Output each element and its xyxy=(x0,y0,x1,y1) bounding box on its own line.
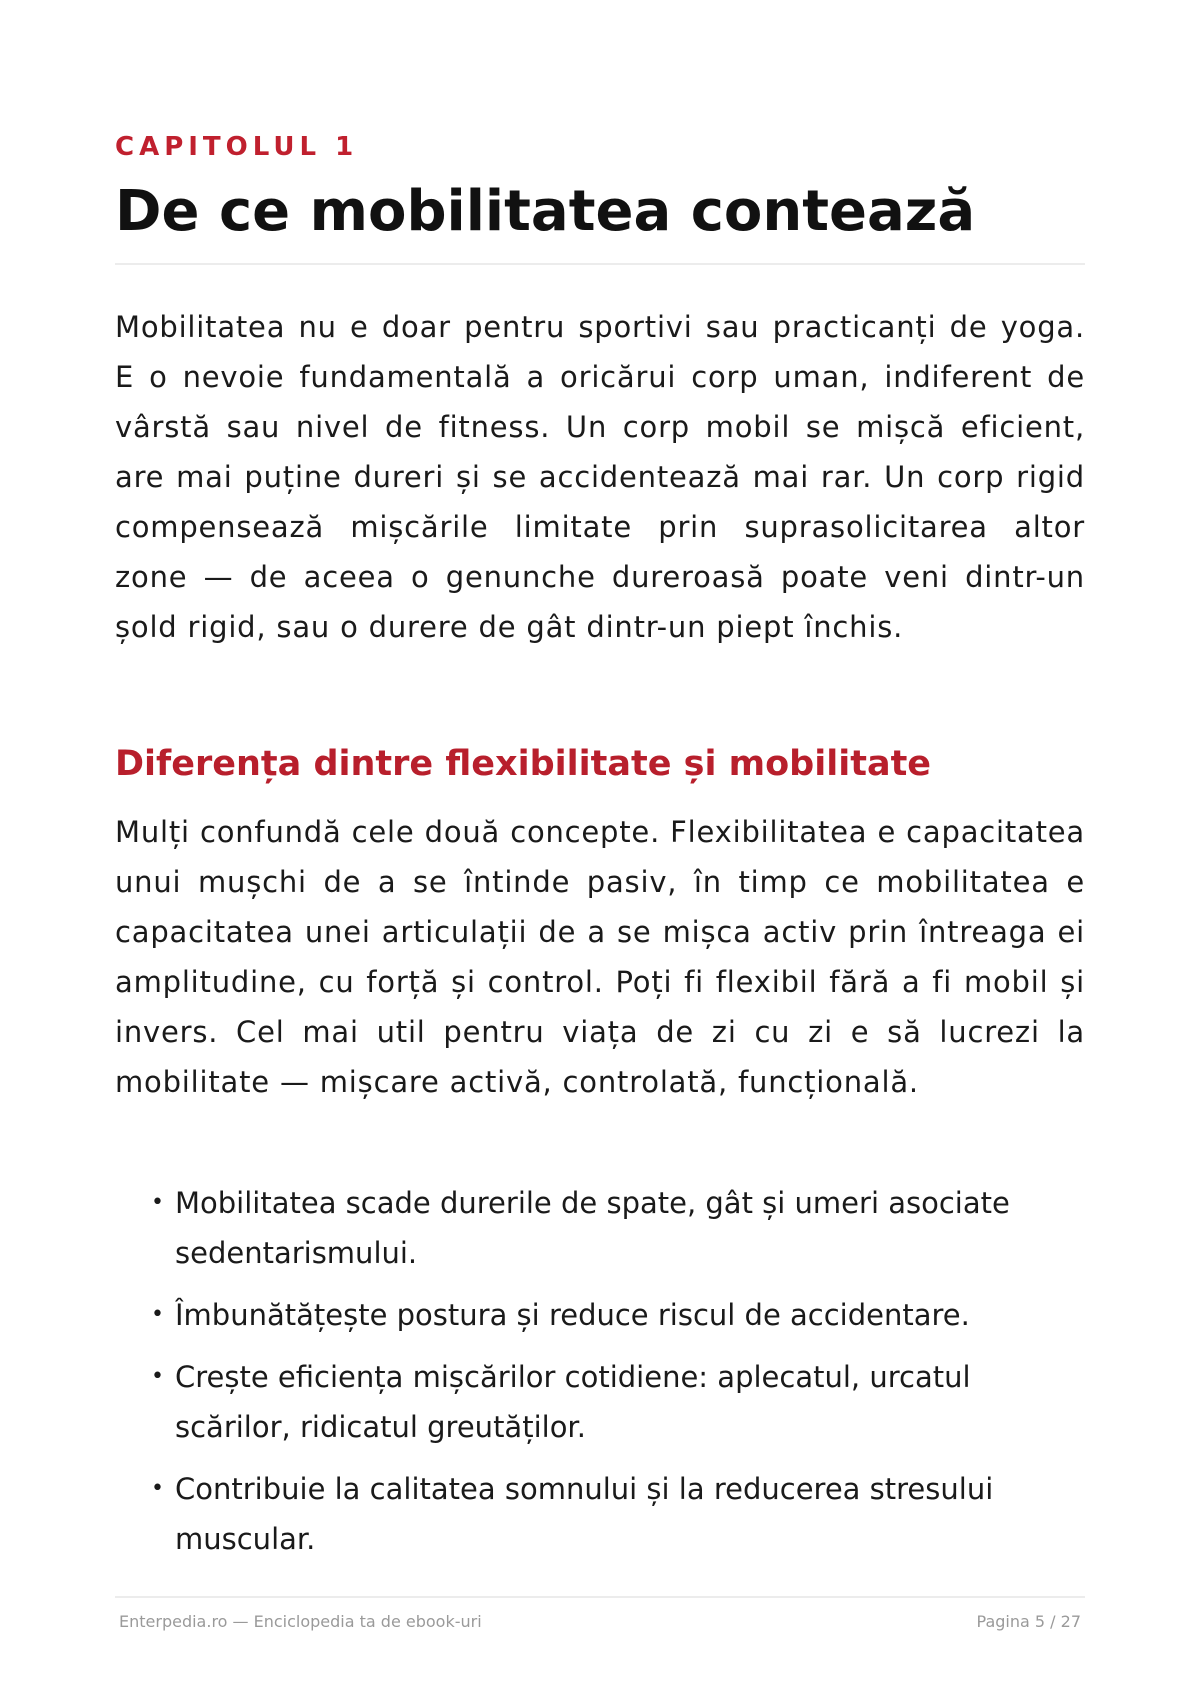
list-item-text: Contribuie la calitatea somnului și la reducerea stresului muscular. xyxy=(175,1472,994,1556)
list-item-text: Crește eficiența mișcărilor cotidiene: aplecatul, urcatul scărilor, ridicatul greutăților. xyxy=(175,1360,971,1444)
intro-paragraph: Mobilitatea nu e doar pentru sportivi sau practicanți de yoga. E o nevoie fundamentală a oricărui corp uman, indiferent de vârstă sau nivel de fitness. Un corp mobil se mișcă eficient, are mai puține dureri și se accidentează mai rar. Un corp rigid compensează mișcările limitate prin suprasolicitarea altor zone — de aceea o genunche dureroasă poate veni dintr-un șold rigid, sau o durere de gât dintr-un piept închis. xyxy=(115,310,1085,644)
list-item xyxy=(151,1178,1051,1278)
bullet-icon: • xyxy=(151,1476,164,1501)
benefits-list xyxy=(151,1178,1051,1576)
bullet-icon: • xyxy=(151,1364,164,1389)
chapter-label: CAPITOLUL 1 xyxy=(115,132,359,162)
list-item-text: Mobilitatea scade durerile de spate, gât și umeri asociate sedentarismului. xyxy=(175,1186,1010,1270)
bullet-icon: • xyxy=(151,1302,164,1327)
bullet-icon: • xyxy=(151,1190,164,1215)
footer-site-name: Enterpedia.ro — Enciclopedia ta de ebook-uri xyxy=(119,1612,482,1631)
page-number: Pagina 5 / 27 xyxy=(976,1612,1081,1631)
list-item xyxy=(151,1352,1051,1452)
chapter-title: De ce mobilitatea contează xyxy=(115,179,976,244)
title-divider xyxy=(115,263,1085,265)
list-item xyxy=(151,1290,1051,1340)
section-heading: Diferența dintre flexibilitate și mobilitate xyxy=(115,744,932,784)
footer-divider xyxy=(115,1596,1085,1598)
section-paragraph: Mulți confundă cele două concepte. Flexibilitatea e capacitatea unui mușchi de a se întinde pasiv, în timp ce mobilitatea e capacitatea unei articulații de a se mișca activ prin întreaga ei amplitudine, cu forță și control. Poți fi flexibil fără a fi mobil și invers. Cel mai util pentru viața de zi cu zi e să lucrezi la mobilitate — mișcare activă, controlată, funcțională. xyxy=(115,815,1085,1099)
list-item-text: Îmbunătățește postura și reduce riscul de accidentare. xyxy=(175,1298,970,1332)
list-item xyxy=(151,1464,1051,1564)
